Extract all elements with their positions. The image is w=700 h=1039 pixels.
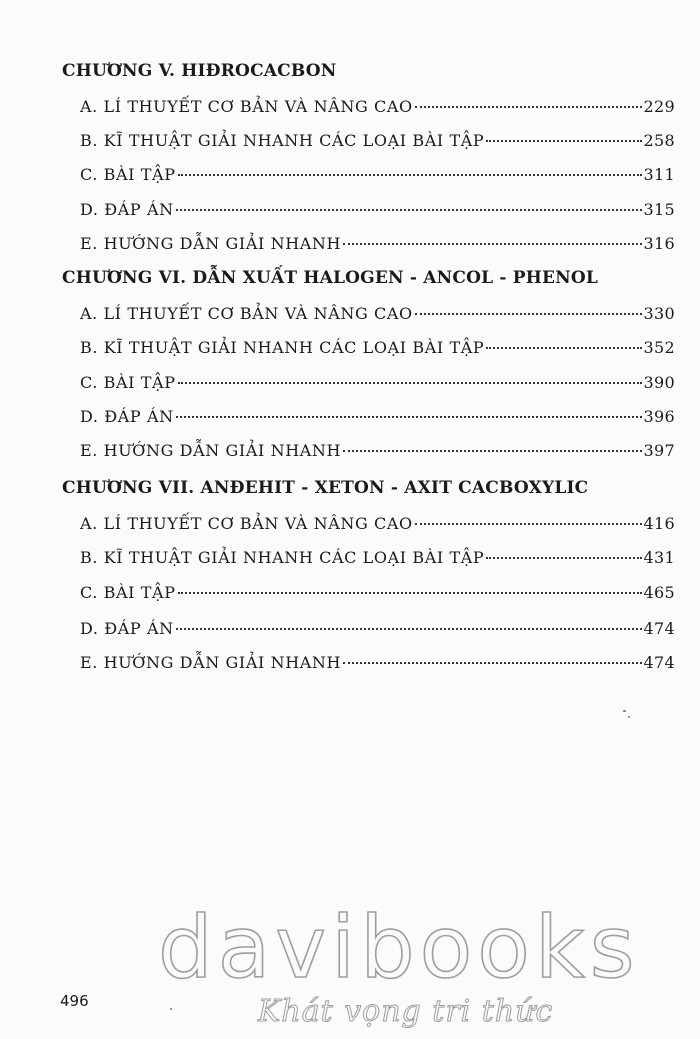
toc-entry-label: B. KĨ THUẬT GIẢI NHANH CÁC LOẠI BÀI TẬP bbox=[80, 131, 485, 150]
dot-leader bbox=[486, 140, 641, 142]
dot-leader bbox=[176, 628, 642, 630]
toc-entry-label: B. KĨ THUẬT GIẢI NHANH CÁC LOẠI BÀI TẬP bbox=[80, 338, 485, 357]
toc-entry bbox=[80, 407, 675, 426]
watermark-brand: davibooks bbox=[158, 898, 640, 998]
dot-leader bbox=[486, 557, 641, 559]
dot-leader bbox=[343, 243, 641, 245]
dot-leader bbox=[176, 416, 642, 418]
toc-entry-page: 330 bbox=[643, 304, 675, 323]
toc-entry-label: A. LÍ THUYẾT CƠ BẢN VÀ NÂNG CAO bbox=[80, 304, 413, 323]
toc-entry-page: 315 bbox=[643, 200, 675, 219]
dot-leader bbox=[415, 106, 642, 108]
dot-leader bbox=[178, 174, 642, 176]
toc-entry-label: C. BÀI TẬP bbox=[80, 583, 176, 602]
toc-entry-label: A. LÍ THUYẾT CƠ BẢN VÀ NÂNG CAO bbox=[80, 97, 413, 116]
dot-leader bbox=[486, 347, 641, 349]
scan-speck bbox=[170, 1008, 172, 1010]
toc-entry bbox=[80, 653, 675, 672]
toc-entry-page: 311 bbox=[643, 165, 675, 184]
chapter-title: CHƯƠNG VI. DẪN XUẤT HALOGEN - ANCOL - PHENOL bbox=[62, 268, 599, 288]
toc-entry-page: 390 bbox=[643, 373, 675, 392]
dot-leader bbox=[343, 662, 641, 664]
toc-entry bbox=[80, 373, 675, 392]
toc-entry-label: C. BÀI TẬP bbox=[80, 373, 176, 392]
toc-entry-page: 431 bbox=[643, 548, 675, 567]
dot-leader bbox=[176, 209, 642, 211]
toc-entry bbox=[80, 165, 675, 184]
dot-leader bbox=[415, 523, 642, 525]
toc-entry bbox=[80, 338, 675, 357]
toc-entry bbox=[80, 200, 675, 219]
dot-leader bbox=[415, 313, 642, 315]
toc-entry-label: E. HƯỚNG DẪN GIẢI NHANH bbox=[80, 441, 342, 460]
toc-entry-label: E. HƯỚNG DẪN GIẢI NHANH bbox=[80, 653, 342, 672]
toc-entry-page: 229 bbox=[643, 97, 675, 116]
toc-entry bbox=[80, 131, 675, 150]
toc-entry-label: C. BÀI TẬP bbox=[80, 165, 176, 184]
dot-leader bbox=[343, 450, 641, 452]
toc-entry-page: 258 bbox=[643, 131, 675, 150]
toc-entry-page: 474 bbox=[643, 653, 675, 672]
toc-entry-label: A. LÍ THUYẾT CƠ BẢN VÀ NÂNG CAO bbox=[80, 514, 413, 533]
toc-entry-label: D. ĐÁP ÁN bbox=[80, 407, 174, 426]
toc-entry bbox=[80, 548, 675, 567]
toc-entry-page: 316 bbox=[643, 234, 675, 253]
dot-leader bbox=[178, 592, 642, 594]
watermark-slogan: Khát vọng tri thức bbox=[258, 994, 554, 1029]
toc-entry-label: D. ĐÁP ÁN bbox=[80, 619, 174, 638]
toc-entry bbox=[80, 514, 675, 533]
scan-speck bbox=[628, 716, 630, 718]
toc-entry-page: 474 bbox=[643, 619, 675, 638]
page-number: 496 bbox=[60, 992, 89, 1010]
toc-entry bbox=[80, 304, 675, 323]
toc-entry bbox=[80, 583, 675, 602]
dot-leader bbox=[178, 382, 642, 384]
toc-entry-label: E. HƯỚNG DẪN GIẢI NHANH bbox=[80, 234, 342, 253]
toc-entry-page: 397 bbox=[643, 441, 675, 460]
chapter-title: CHƯƠNG VII. ANĐEHIT - XETON - AXIT CACBOXYLIC bbox=[62, 478, 589, 498]
toc-entry-page: 396 bbox=[643, 407, 675, 426]
toc-entry bbox=[80, 97, 675, 116]
toc-entry-page: 416 bbox=[643, 514, 675, 533]
scan-speck bbox=[623, 710, 626, 712]
chapter-title: CHƯƠNG V. HIĐROCACBON bbox=[62, 61, 337, 81]
toc-entry-page: 352 bbox=[643, 338, 675, 357]
toc-entry-label: D. ĐÁP ÁN bbox=[80, 200, 174, 219]
toc-entry bbox=[80, 441, 675, 460]
toc-entry-label: B. KĨ THUẬT GIẢI NHANH CÁC LOẠI BÀI TẬP bbox=[80, 548, 485, 567]
toc-entry-page: 465 bbox=[643, 583, 675, 602]
toc-entry bbox=[80, 619, 675, 638]
toc-entry bbox=[80, 234, 675, 253]
